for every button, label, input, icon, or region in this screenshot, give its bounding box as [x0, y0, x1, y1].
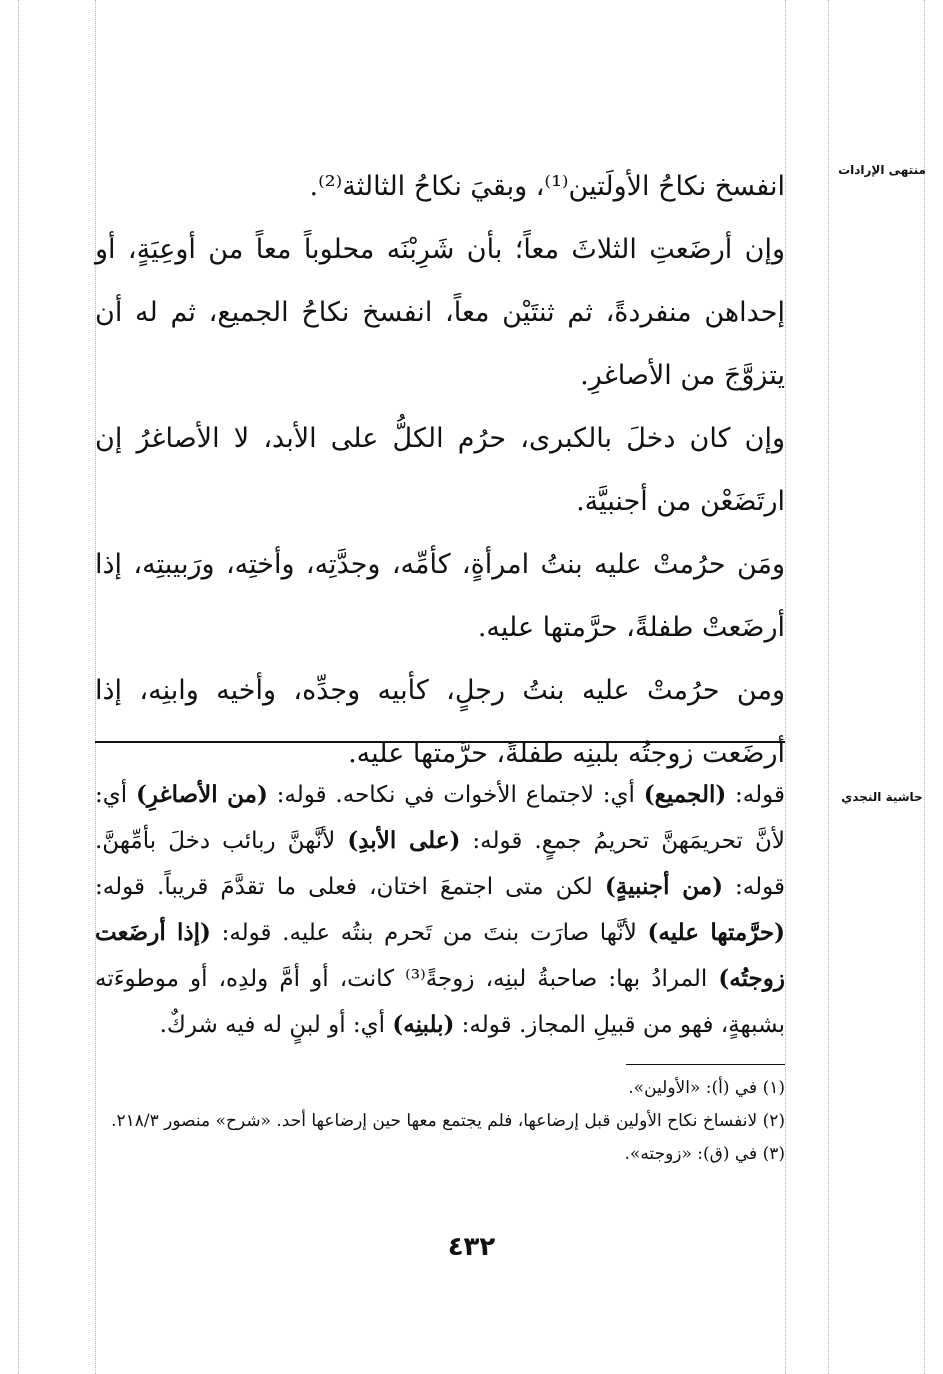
margin-guide-line [18, 0, 19, 1374]
hashiya-text-run: لكن متى اجتمعَ اختان، فعلى ما تقدَّمَ قريباً. قوله: [95, 874, 605, 900]
main-paragraph: وإن أرضَعتِ الثلاثَ معاً؛ بأن شَرِبْنَه محلوباً معاً من أوعِيَةٍ، أو إحداهن منفردةً، ثم ثنتَيْن معاً، انفسخ نكاحُ الجميع، ثم له أن يتزوَّجَ من الأصاغرِ. [95, 234, 785, 391]
margin-guide-line [828, 0, 829, 1374]
main-paragraph: ومن حرُمتْ عليه بنتُ رجلٍ، كأبيه وجدِّه، وأخيه وابنِه، إذا أرضَعت زوجتُه بلبنِه طفلةً، حرَّمتها عليه. [95, 675, 785, 769]
main-paragraph: انفسخ نكاحُ الأولَتين⁽¹⁾، وبقيَ نكاحُ الثالثة⁽²⁾. [309, 171, 785, 202]
main-paragraph: وإن كان دخلَ بالكبرى، حرُم الكلُّ على الأبد، لا الأصاغرُ إن ارتَضَعْن من أجنبيَّة. [95, 423, 785, 517]
hashiya-text-run: المرادُ بها: صاحبةُ لبنِه، زوجةً⁽³⁾ كانت، أو أمَّ ولدِه، أو موطوءَته بشبهةٍ، فهو من قبيلِ المجاز. قوله: [95, 966, 785, 1038]
footnotes [95, 1072, 785, 1171]
margin-guide-line [924, 0, 925, 1374]
hashiya-text-run: لأنَّهنَّ ربائب دخلَ بأمِّهنَّ. قوله: [95, 828, 785, 900]
hashiya-keyword: (على الأبدِ) [347, 827, 461, 854]
hashiya-keyword: (الجميع) [643, 781, 727, 808]
hashiya-keyword: (من أجنبيةٍ) [604, 873, 723, 900]
footnote: (١) في (أ): «الأولين». [628, 1078, 785, 1098]
hashiya-text-run: أي: لاجتماع الأخوات في نكاحه. قوله: [267, 782, 644, 808]
hashiya-text-run: قوله: [726, 782, 786, 808]
hashiya-text-run: أي: لأنَّ تحريمَهنَّ تحريمُ جمعٍ. قوله: [95, 782, 785, 854]
hashiya-keyword: (بلبنِه) [392, 1011, 455, 1038]
section-divider [95, 741, 785, 743]
side-label-hashiya: حاشية النجدي [841, 790, 923, 804]
hashiya-text-run: أي: أو لبنٍ له فيه شركٌ. [159, 1012, 393, 1038]
footnote-divider [626, 1064, 785, 1065]
footnote: (٣) في (ق): «زوجته». [624, 1144, 785, 1164]
side-label-main: منتهى الإرادات [838, 163, 926, 177]
margin-guide-line [785, 0, 786, 1374]
hashiya-keyword: (من الأصاغرِ) [135, 781, 268, 808]
hashiya-keyword: (إذا أرضَعت زوجتُه) [95, 919, 785, 992]
main-text [95, 155, 785, 785]
footnote: (٢) لانفساخ نكاح الأولين قبل إرضاعها، فلم يجتمع معها حين إرضاعها أحد. «شرح» منصور ٢١٨/٣. [111, 1111, 785, 1131]
main-paragraph: ومَن حرُمتْ عليه بنتُ امرأةٍ، كأمِّه، وجدَّتِه، وأختِه، ورَبيبتِه، إذا أرضَعتْ طفلةً، حرَّمتها عليه. [95, 549, 785, 643]
hashiya-paragraph [95, 772, 785, 1048]
hashiya-keyword: (حرَّمتها عليه) [647, 919, 785, 946]
hashiya-text-run: لأنَّها صارَت بنتَ من تَحرم بنتُه عليه. قوله: [210, 920, 648, 946]
page-number: ٤٣٢ [447, 1232, 496, 1262]
hashiya-text [95, 772, 785, 1048]
